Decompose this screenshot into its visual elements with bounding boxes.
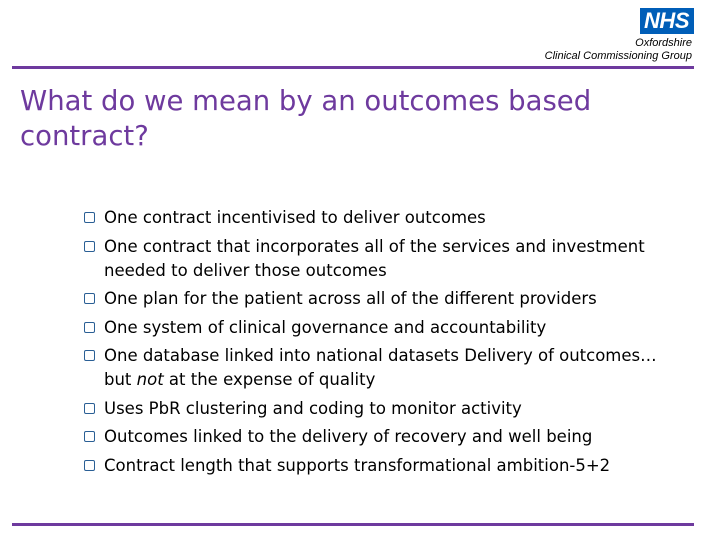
bullet-text-emphasis: not	[136, 370, 164, 389]
organisation-name	[545, 37, 692, 63]
bullet-text: One contract incentivised to deliver outcomes	[104, 208, 486, 227]
bullet-text: Contract length that supports transformational ambition-5+2	[104, 455, 611, 475]
list-item	[84, 287, 684, 311]
list-item	[84, 235, 684, 283]
bullet-text-post: at the expense of quality	[163, 370, 376, 389]
hollow-square-bullet-icon	[84, 460, 95, 471]
list-item	[84, 454, 684, 478]
bullet-list	[84, 206, 684, 482]
hollow-square-bullet-icon	[84, 293, 95, 304]
hollow-square-bullet-icon	[84, 322, 95, 333]
hollow-square-bullet-icon	[84, 241, 95, 252]
slide-title: What do we mean by an outcomes based contract?	[20, 85, 592, 152]
hollow-square-bullet-icon	[84, 431, 95, 442]
bullet-text: Outcomes linked to the delivery of recovery and well being	[104, 427, 593, 446]
top-divider	[12, 66, 694, 69]
nhs-logo	[640, 8, 694, 34]
bullet-text: One contract that incorporates all of the services and investment needed to deliver those outcomes	[104, 236, 645, 280]
hollow-square-bullet-icon	[84, 212, 95, 223]
list-item	[84, 206, 684, 230]
nhs-logo-text: NHS	[640, 8, 694, 34]
bullet-text: Uses PbR clustering and coding to monitor activity	[104, 398, 522, 418]
bottom-divider	[12, 523, 694, 526]
bullet-text: One plan for the patient across all of the different providers	[104, 289, 597, 308]
bullet-text-pre: One database linked into national datasets Delivery of outcomes…but	[104, 346, 657, 389]
bullet-text	[104, 346, 657, 389]
list-item	[84, 316, 684, 340]
list-item	[84, 425, 684, 449]
org-name-line2: Clinical Commissioning Group	[544, 50, 692, 62]
hollow-square-bullet-icon	[84, 350, 95, 361]
org-name-line1: Oxfordshire	[635, 37, 692, 49]
list-item	[84, 344, 684, 392]
list-item	[84, 397, 684, 421]
bullet-text: One system of clinical governance and accountability	[104, 317, 547, 337]
hollow-square-bullet-icon	[84, 403, 95, 414]
